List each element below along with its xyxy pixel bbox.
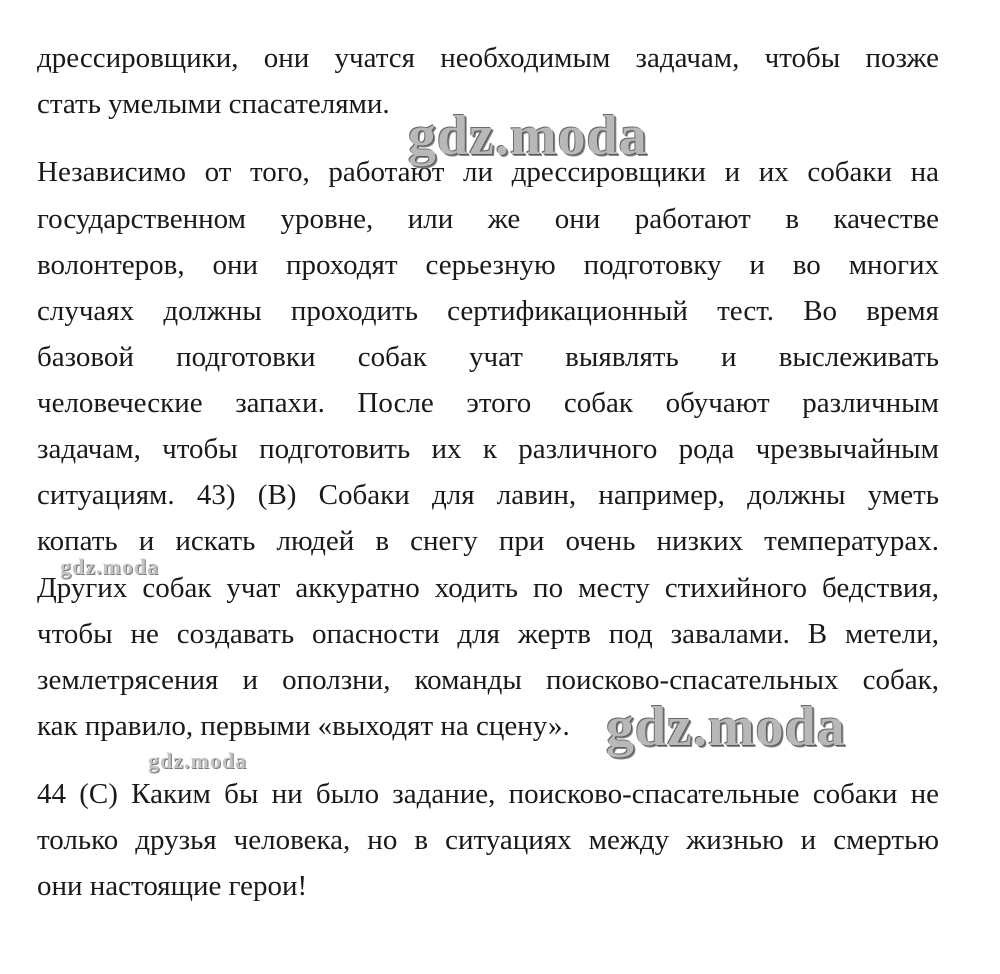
paragraph-3-line-3: они настоящие герои!: [37, 870, 308, 902]
watermark-logo-small: gdz.moda: [60, 554, 160, 579]
paragraph-3-line-1: 44 (C) Каким бы ни было задание, поисково-спасательные собаки не: [37, 778, 939, 810]
paragraph-2-line-13: как правило, первыми «выходят на сцену».: [37, 710, 570, 742]
paragraph-2-line-3: волонтеров, они проходят серьезную подготовку и во многих: [37, 249, 939, 281]
paragraph-2-line-11: чтобы не создавать опасности для жертв под завалами. В метели,: [37, 618, 939, 650]
paragraph-3-line-2: только друзья человека, но в ситуациях между жизнью и смертью: [37, 824, 939, 856]
paragraph-2-line-7: задачам, чтобы подготовить их к различного рода чрезвычайным: [37, 433, 939, 465]
watermark-logo: gdz.moda: [408, 105, 648, 167]
paragraph-1-line-1: дрессировщики, они учатся необходимым задачам, чтобы позже: [37, 42, 939, 74]
paragraph-2-line-4: случаях должны проходить сертификационный тест. Во время: [37, 295, 939, 327]
paragraph-2-line-9: копать и искать людей в снегу при очень низких температурах.: [37, 525, 939, 557]
paragraph-2-line-6: человеческие запахи. После этого собак обучают различным: [37, 387, 939, 419]
paragraph-2-line-5: базовой подготовки собак учат выявлять и выслеживать: [37, 341, 939, 373]
paragraph-2-line-1: Независимо от того, работают ли дрессировщики и их собаки на: [37, 156, 939, 188]
paragraph-2-line-8: ситуациям. 43) (B) Собаки для лавин, например, должны уметь: [37, 479, 939, 511]
watermark-logo-small: gdz.moda: [148, 748, 248, 773]
paragraph-2-line-12: землетрясения и оползни, команды поисково-спасательных собак,: [37, 664, 939, 696]
paragraph-2-line-2: государственном уровне, или же они работают в качестве: [37, 203, 939, 235]
paragraph-1-line-2: стать умелыми спасателями.: [37, 88, 390, 120]
watermark-logo: gdz.moda: [606, 696, 846, 758]
paragraph-2-line-10: Других собак учат аккуратно ходить по месту стихийного бедствия,: [37, 572, 939, 604]
